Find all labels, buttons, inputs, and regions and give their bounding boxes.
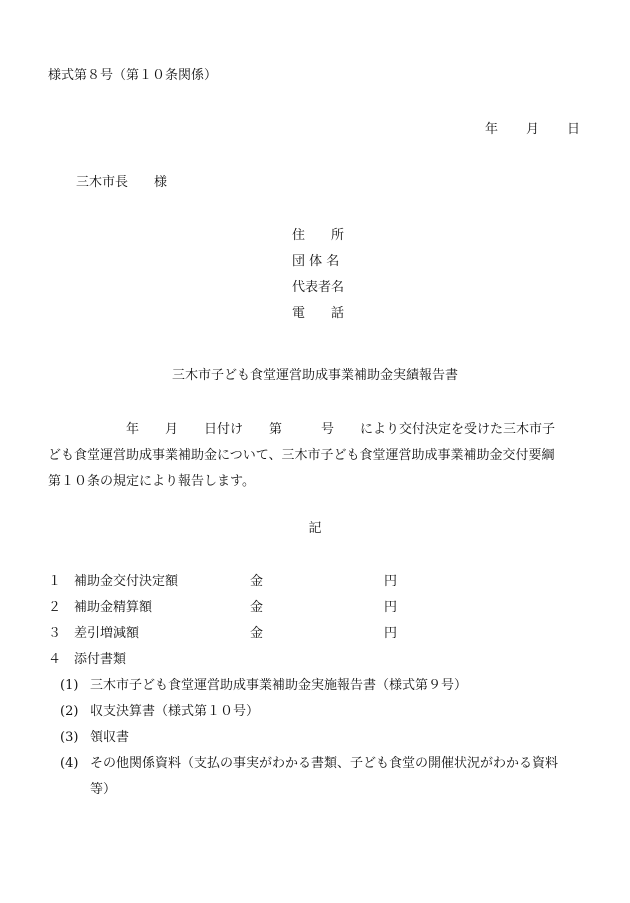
date-line — [485, 123, 580, 136]
body-line-3: 第１０条の規定により報告します。 — [48, 474, 255, 489]
document-title: 三木市子ども食堂運営助成事業補助金実績報告書 — [171, 368, 458, 383]
items-list — [48, 575, 588, 809]
addressee: 三木市長 様 — [76, 175, 168, 190]
group-name-label: 団 体 名 — [292, 254, 340, 269]
form-number: 様式第８号（第１０条関係） — [48, 68, 218, 83]
attachment-text: 領収書 — [90, 730, 130, 745]
attachment-text-continued: 等） — [90, 782, 117, 797]
attachment-text: 三木市子ども食堂運営助成事業補助金実施報告書（様式第９号） — [90, 678, 468, 693]
attachment-number: (1) — [60, 678, 79, 693]
attachment-text: その他関係資料（支払の事実がわかる書類、子ども食堂の開催状況がわかる資料 — [90, 756, 559, 771]
item-label: 補助金交付決定額 — [74, 574, 179, 589]
representative-label: 代表者名 — [292, 280, 345, 295]
item-kin: 金 — [250, 600, 264, 615]
item-label: 補助金精算額 — [74, 600, 153, 615]
attachment-number: (2) — [60, 704, 79, 719]
item-kin: 金 — [250, 626, 264, 641]
attachment-number: (3) — [60, 730, 79, 745]
attachments-heading — [48, 653, 588, 679]
item-row-2 — [48, 601, 588, 627]
attachment-row-1 — [48, 679, 588, 705]
item-label: 添付書類 — [74, 652, 127, 667]
item-number: ３ — [48, 626, 62, 641]
date-day: 日 — [566, 122, 580, 137]
attachment-row-4-continued — [48, 783, 588, 809]
body-line-2: ども食堂運営助成事業補助金について、三木市子ども食堂運営助成事業補助金交付要綱 — [48, 448, 555, 463]
item-kin: 金 — [250, 574, 264, 589]
item-label: 差引増減額 — [74, 626, 140, 641]
attachment-row-4 — [48, 757, 588, 783]
applicant-block — [292, 229, 344, 333]
attachment-number: (4) — [60, 756, 79, 771]
item-number: ２ — [48, 600, 62, 615]
attachment-row-3 — [48, 731, 588, 757]
item-yen: 円 — [384, 600, 398, 615]
item-yen: 円 — [384, 626, 398, 641]
address-label: 住 所 — [292, 228, 345, 243]
item-number: １ — [48, 574, 62, 589]
attachment-text: 収支決算書（様式第１０号） — [90, 704, 260, 719]
body-text — [48, 417, 588, 495]
phone-label: 電 話 — [292, 306, 345, 321]
date-year: 年 — [484, 122, 498, 137]
ki-heading: 記 — [308, 521, 322, 536]
date-month: 月 — [525, 122, 539, 137]
item-number: ４ — [48, 652, 62, 667]
item-yen: 円 — [384, 574, 398, 589]
item-row-3 — [48, 627, 588, 653]
item-row-1 — [48, 575, 588, 601]
attachment-row-2 — [48, 705, 588, 731]
body-line-1: 年 月 日付け 第 号 により交付決定を受けた三木市子 — [48, 422, 556, 437]
